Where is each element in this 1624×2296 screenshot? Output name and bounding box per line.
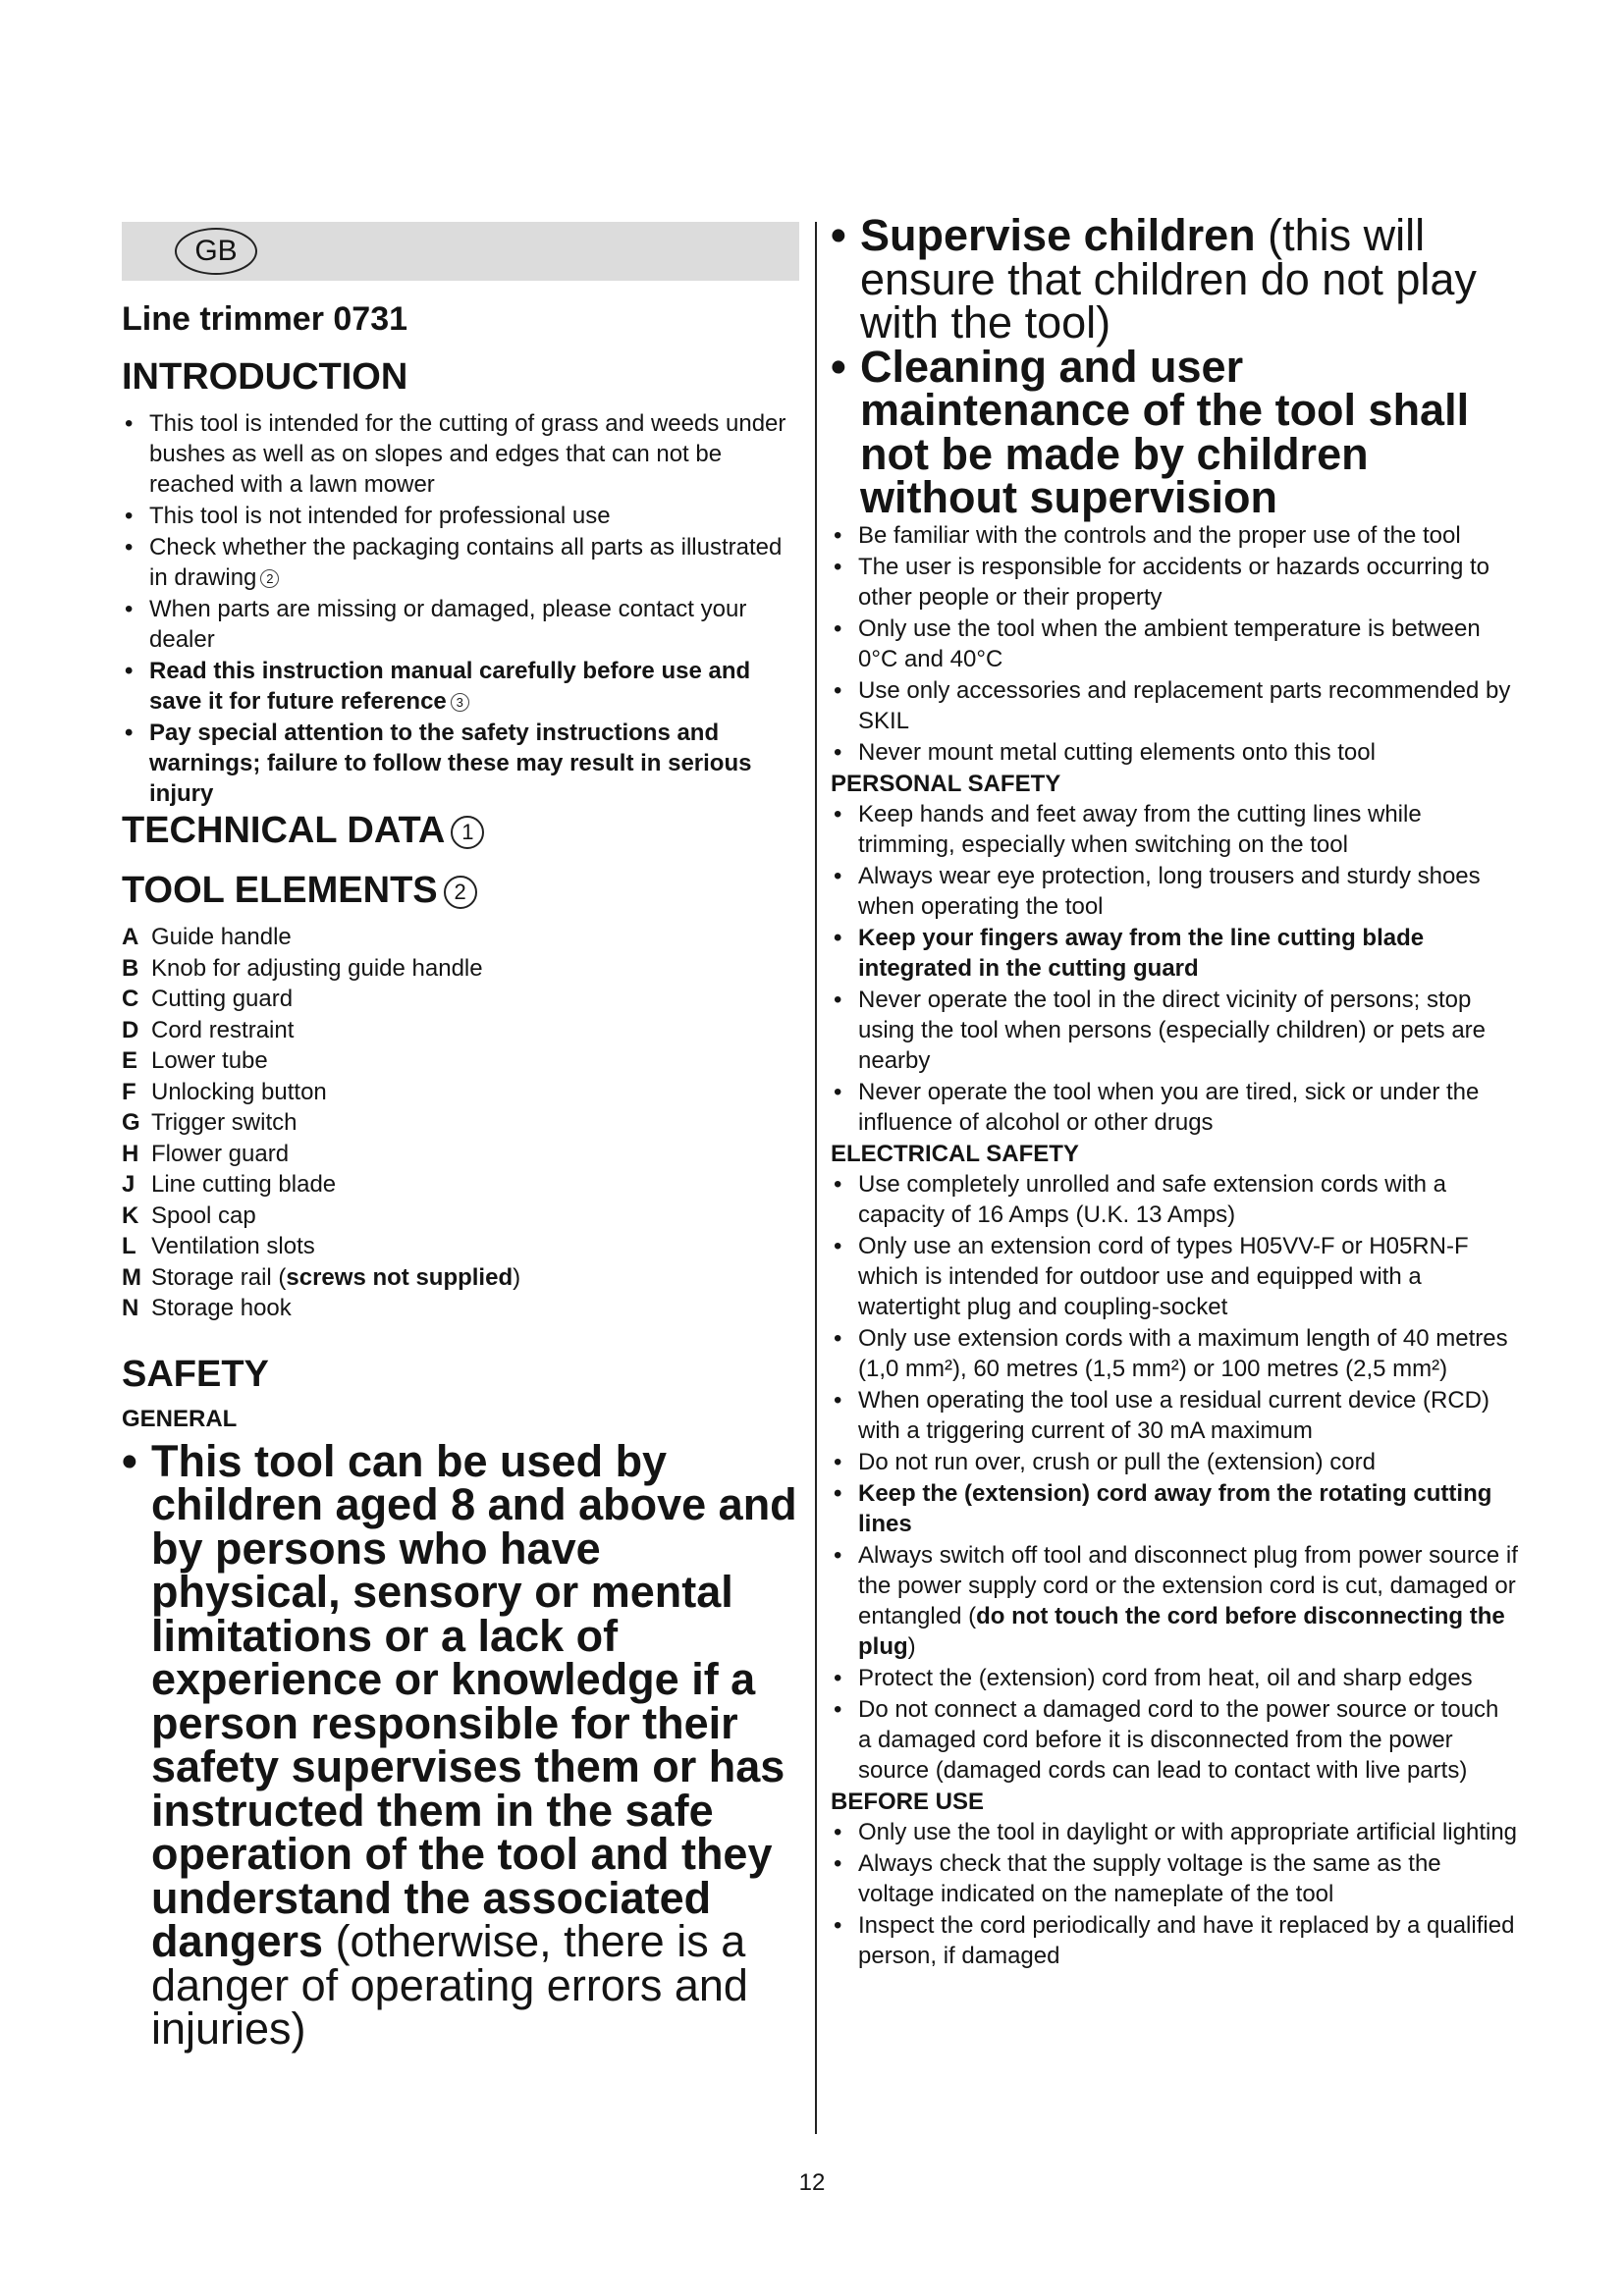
list-item: • This tool is intended for the cutting of grass and weeds under bushes as well as on slopes and edges that can not be reached with a lawn mower bbox=[122, 408, 799, 500]
list-item: M Storage rail (screws not supplied) bbox=[122, 1263, 521, 1291]
figure-ref-icon: 3 bbox=[451, 693, 469, 712]
tool-elements-heading: TOOL ELEMENTS 2 bbox=[122, 870, 799, 912]
list-item: • Protect the (extension) cord from heat, oil and sharp edges bbox=[831, 1663, 1518, 1693]
list-item: B Knob for adjusting guide handle bbox=[122, 954, 483, 982]
right-column bbox=[831, 210, 1518, 1972]
list-item: A Guide handle bbox=[122, 924, 292, 950]
electrical-safety-heading: ELECTRICAL SAFETY bbox=[831, 1140, 1079, 1167]
list-item: • Keep the (extension) cord away from the rotating cutting lines bbox=[831, 1478, 1518, 1539]
list-item: • Only use the tool when the ambient temperature is between 0°C and 40°C bbox=[831, 614, 1518, 674]
list-item: E Lower tube bbox=[122, 1047, 268, 1074]
list-item: J Line cutting blade bbox=[122, 1171, 337, 1198]
introduction-list bbox=[122, 408, 799, 809]
figure-ref-icon: 2 bbox=[260, 569, 279, 588]
list-item: K Spool cap bbox=[122, 1201, 256, 1229]
before-use-heading: BEFORE USE bbox=[831, 1788, 985, 1815]
list-item: • Be familiar with the controls and the proper use of the tool bbox=[831, 520, 1518, 551]
list-item: • Use only accessories and replacement parts recommended by SKIL bbox=[831, 675, 1518, 736]
tool-elements-list bbox=[122, 922, 799, 1324]
list-item: L Ventilation slots bbox=[122, 1233, 315, 1259]
list-item: • Only use extension cords with a maximum length of 40 metres (1,0 mm²), 60 metres (1,5 mm²) or 100 metres (2,5 mm²) bbox=[831, 1323, 1518, 1384]
left-column bbox=[122, 222, 799, 2052]
list-item: F Unlocking button bbox=[122, 1078, 327, 1105]
column-divider bbox=[815, 222, 817, 2134]
list-item: • When operating the tool use a residual current device (RCD) with a triggering current of 30 mA maximum bbox=[831, 1385, 1518, 1446]
list-item: • Pay special attention to the safety instructions and warnings; failure to follow these may result in serious injury bbox=[122, 718, 799, 809]
list-item: C Cutting guard bbox=[122, 986, 294, 1012]
list-item: N Storage hook bbox=[122, 1295, 292, 1321]
list-item: • Check whether the packaging contains all parts as illustrated in drawing 2 bbox=[122, 532, 799, 593]
list-item: • When parts are missing or damaged, please contact your dealer bbox=[122, 594, 799, 655]
list-item: • Inspect the cord periodically and have it replaced by a qualified person, if damaged bbox=[831, 1910, 1518, 1971]
list-item: H Flower guard bbox=[122, 1140, 290, 1167]
personal-safety-heading: PERSONAL SAFETY bbox=[831, 770, 1061, 797]
list-item: • Never operate the tool in the direct vicinity of persons; stop using the tool when persons (especially children) or pets are nearby bbox=[831, 985, 1518, 1076]
list-item: • Read this instruction manual carefully before use and save it for future reference 3 bbox=[122, 656, 799, 717]
page-number: 12 bbox=[798, 2169, 826, 2196]
language-badge: GB bbox=[175, 228, 257, 275]
electrical-safety-list bbox=[831, 1169, 1518, 1786]
introduction-heading: INTRODUCTION bbox=[122, 356, 408, 398]
list-item: • Keep your fingers away from the line cutting blade integrated in the cutting guard bbox=[831, 923, 1518, 984]
list-item: • This tool is not intended for professional use bbox=[122, 501, 799, 531]
language-bar bbox=[122, 222, 799, 281]
cleaning-warning: • Cleaning and user maintenance of the tool shall not be made by children without supervision bbox=[831, 341, 1470, 522]
technical-data-heading: TECHNICAL DATA 1 bbox=[122, 810, 799, 852]
personal-safety-list bbox=[831, 799, 1518, 1138]
children-warning: • This tool can be used by children aged 8 and above and by persons who have physical, sensory or mental limitations or a lack of experience or knowledge if a person responsible for their safety supervises them or has instructed them in the safe operation of the tool and they understand the associated dangers (otherwise, there is a danger of operating errors and injuries) bbox=[122, 1435, 797, 2054]
safety-heading: SAFETY bbox=[122, 1353, 269, 1395]
list-item: • Keep hands and feet away from the cutting lines while trimming, especially when switching on the tool bbox=[831, 799, 1518, 860]
general-heading: GENERAL bbox=[122, 1405, 238, 1432]
list-item: • The user is responsible for accidents or hazards occurring to other people or their property bbox=[831, 552, 1518, 613]
list-item: • Use completely unrolled and safe extension cords with a capacity of 16 Amps (U.K. 13 Amps) bbox=[831, 1169, 1518, 1230]
figure-ref-icon: 1 bbox=[451, 816, 484, 849]
list-item: • Never mount metal cutting elements onto this tool bbox=[831, 737, 1518, 768]
list-item: • Always wear eye protection, long trousers and sturdy shoes when operating the tool bbox=[831, 861, 1518, 922]
list-item: • Only use the tool in daylight or with appropriate artificial lighting bbox=[831, 1817, 1518, 1847]
figure-ref-icon: 2 bbox=[444, 876, 477, 909]
list-item: G Trigger switch bbox=[122, 1109, 298, 1136]
supervise-warning: • Supervise children (this will ensure that children do not play with the tool) bbox=[831, 210, 1477, 347]
list-item: • Only use an extension cord of types H05VV-F or H05RN-F which is intended for outdoor use and equipped with a watertight plug and coupling-socket bbox=[831, 1231, 1518, 1322]
list-item: • Do not run over, crush or pull the (extension) cord bbox=[831, 1447, 1518, 1477]
list-item: • Always switch off tool and disconnect plug from power source if the power supply cord or the extension cord is cut, damaged or entangled (do not touch the cord before disconnecting the plug) bbox=[831, 1540, 1518, 1662]
list-item: • Do not connect a damaged cord to the power source or touch a damaged cord before it is disconnected from the power source (damaged cords can lead to contact with live parts) bbox=[831, 1694, 1518, 1786]
document-title: Line trimmer 0731 bbox=[122, 300, 408, 338]
list-item: • Always check that the supply voltage is the same as the voltage indicated on the nameplate of the tool bbox=[831, 1848, 1518, 1909]
before-use-list bbox=[831, 1817, 1518, 1971]
general-safety-list bbox=[831, 520, 1518, 768]
list-item: D Cord restraint bbox=[122, 1016, 295, 1043]
list-item: • Never operate the tool when you are tired, sick or under the influence of alcohol or other drugs bbox=[831, 1077, 1518, 1138]
